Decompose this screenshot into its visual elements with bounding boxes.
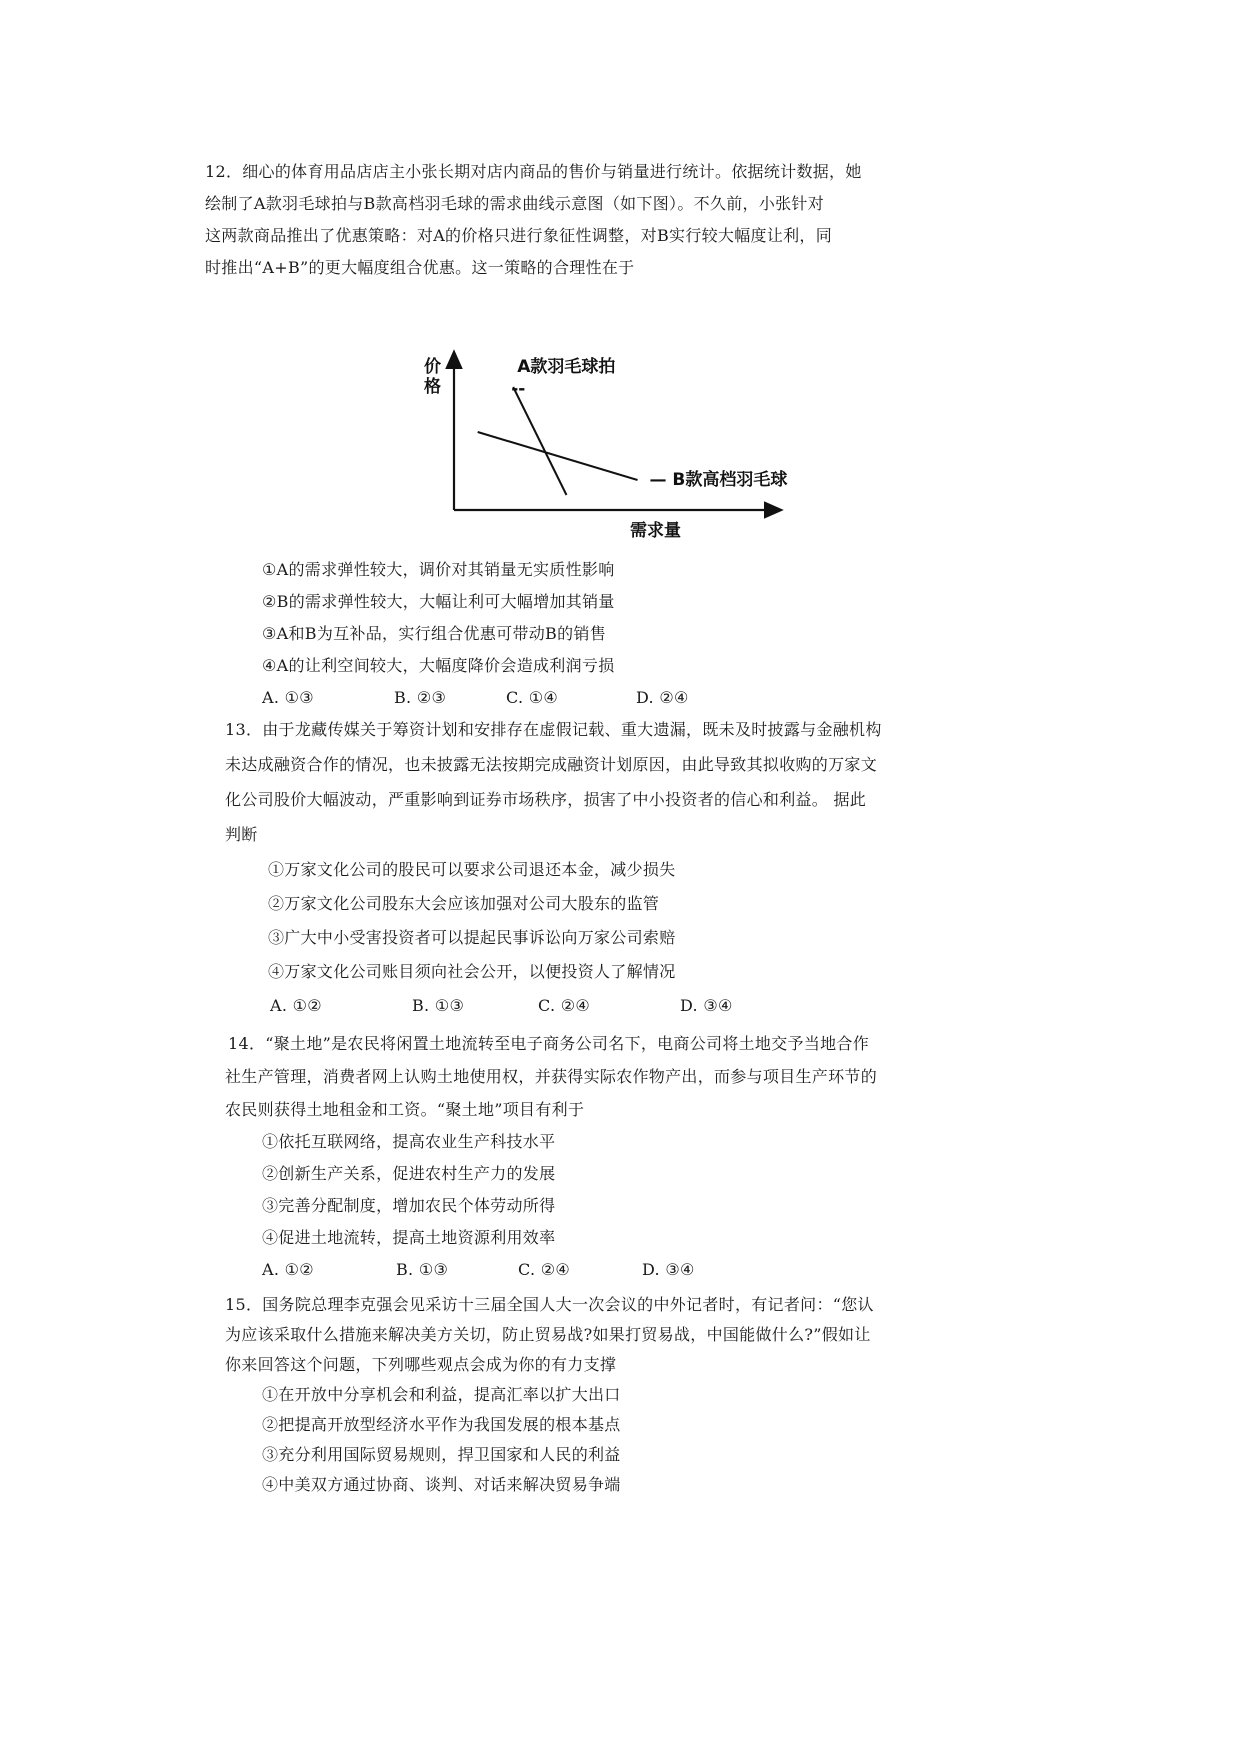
- q12-stem-line-3: 这两款商品推出了优惠策略：对A的价格只进行象征性调整，对B实行较大幅度让利，同: [205, 226, 833, 245]
- chart-series-layer: [478, 356, 788, 495]
- q12-stem-line-4: 时推出“A+B”的更大幅度组合优惠。这一策略的合理性在于: [205, 258, 635, 277]
- q13-answer-d: D. ③④: [680, 996, 733, 1015]
- q12-option-3: ③A和B为互补品，实行组合优惠可带动B的销售: [262, 624, 607, 643]
- q13-option-2: ②万家文化公司股东大会应该加强对公司大股东的监管: [268, 894, 660, 913]
- q15-option-1: ①在开放中分享机会和利益，提高汇率以扩大出口: [262, 1385, 621, 1404]
- demand-curve-chart: [420, 350, 788, 550]
- q14-stem-line-3: 农民则获得土地租金和工资。“聚土地”项目有利于: [225, 1100, 585, 1119]
- q14-answer-a: A. ①②: [262, 1260, 314, 1279]
- q13-option-4: ④万家文化公司账目须向社会公开，以便投资人了解情况: [268, 962, 676, 981]
- q15-stem-line-2: 为应该采取什么措施来解决美方关切，防止贸易战?如果打贸易战，中国能做什么?”假如让: [225, 1325, 871, 1344]
- q12-answer-d: D. ②④: [636, 688, 689, 707]
- series-line-b-shuttlecock: [478, 432, 638, 480]
- q14-answers: [262, 1260, 695, 1280]
- q13-option-1: ①万家文化公司的股民可以要求公司退还本金，减少损失: [268, 860, 676, 879]
- q14-option-1: ①依托互联网络，提高农业生产科技水平: [262, 1132, 556, 1151]
- chart-svg: [420, 350, 788, 550]
- q12-option-2: ②B的需求弹性较大，大幅让利可大幅增加其销量: [262, 592, 615, 611]
- q12-option-1: ①A的需求弹性较大，调价对其销量无实质性影响: [262, 560, 615, 579]
- series-label-a: A款羽毛球拍: [517, 357, 616, 377]
- q13-answer-a: A. ①②: [270, 996, 322, 1015]
- q13-answers: [270, 996, 733, 1016]
- q12-answers: [262, 688, 689, 708]
- y-axis-label-top: 价: [424, 357, 441, 377]
- q12-stem-line-2: 绘制了A款羽毛球拍与B款高档羽毛球的需求曲线示意图（如下图）。不久前，小张针对: [205, 194, 825, 213]
- q15-stem-line-1: 15．国务院总理李克强会见采访十三届全国人大一次会议的中外记者时，有记者问：“您认: [225, 1295, 874, 1314]
- q12-answer-c: C. ①④: [506, 688, 559, 707]
- q14-option-2: ②创新生产关系，促进农村生产力的发展: [262, 1164, 556, 1183]
- q13-stem-line-3: 化公司股价大幅波动，严重影响到证券市场秩序，损害了中小投资者的信心和利益。 据此: [225, 790, 867, 809]
- q13-stem-line-2: 未达成融资合作的情况，也未披露无法按期完成融资计划原因，由此导致其拟收购的万家文: [225, 755, 878, 774]
- q15-option-3: ③充分利用国际贸易规则，捍卫国家和人民的利益: [262, 1445, 621, 1464]
- q14-option-3: ③完善分配制度，增加农民个体劳动所得: [262, 1196, 556, 1215]
- q12-option-4: ④A的让利空间较大，大幅度降价会造成利润亏损: [262, 656, 615, 675]
- q12-answer-b: B. ②③: [394, 688, 447, 707]
- q14-answer-b: B. ①③: [396, 1260, 449, 1279]
- q15-option-4: ④中美双方通过协商、谈判、对话来解决贸易争端: [262, 1475, 621, 1494]
- q14-answer-c: C. ②④: [518, 1260, 571, 1279]
- q13-stem-line-4: 判断: [225, 825, 258, 844]
- q12-stem-line-1: 12．细心的体育用品店店主小张长期对店内商品的售价与销量进行统计。依据统计数据，她: [205, 162, 862, 181]
- q14-stem-line-2: 社生产管理，消费者网上认购土地使用权，并获得实际农作物产出，而参与项目生产环节的: [225, 1067, 878, 1086]
- q13-answer-b: B. ①③: [412, 996, 465, 1015]
- series-line-a-racket: [513, 387, 566, 495]
- q12-answer-a: A. ①③: [262, 688, 314, 707]
- x-axis-label: 需求量: [630, 521, 681, 541]
- series-label-b: — B款高档羽毛球: [649, 470, 788, 490]
- q14-answer-d: D. ③④: [642, 1260, 695, 1279]
- q15-stem-line-3: 你来回答这个问题，下列哪些观点会成为你的有力支撑: [225, 1355, 617, 1374]
- q13-option-3: ③广大中小受害投资者可以提起民事诉讼向万家公司索赔: [268, 928, 676, 947]
- q14-option-4: ④促进土地流转，提高土地资源利用效率: [262, 1228, 556, 1247]
- q13-stem-line-1: 13．由于龙藏传媒关于筹资计划和安排存在虚假记载、重大遗漏，既未及时披露与金融机构: [225, 720, 882, 739]
- y-axis-label-bottom: 格: [424, 377, 441, 397]
- q13-answer-c: C. ②④: [538, 996, 591, 1015]
- q15-option-2: ②把提高开放型经济水平作为我国发展的根本基点: [262, 1415, 621, 1434]
- q14-stem-line-1: 14．“聚土地”是农民将闲置土地流转至电子商务公司名下，电商公司将土地交予当地合作: [228, 1034, 870, 1053]
- chart-annotation: --: [511, 379, 526, 399]
